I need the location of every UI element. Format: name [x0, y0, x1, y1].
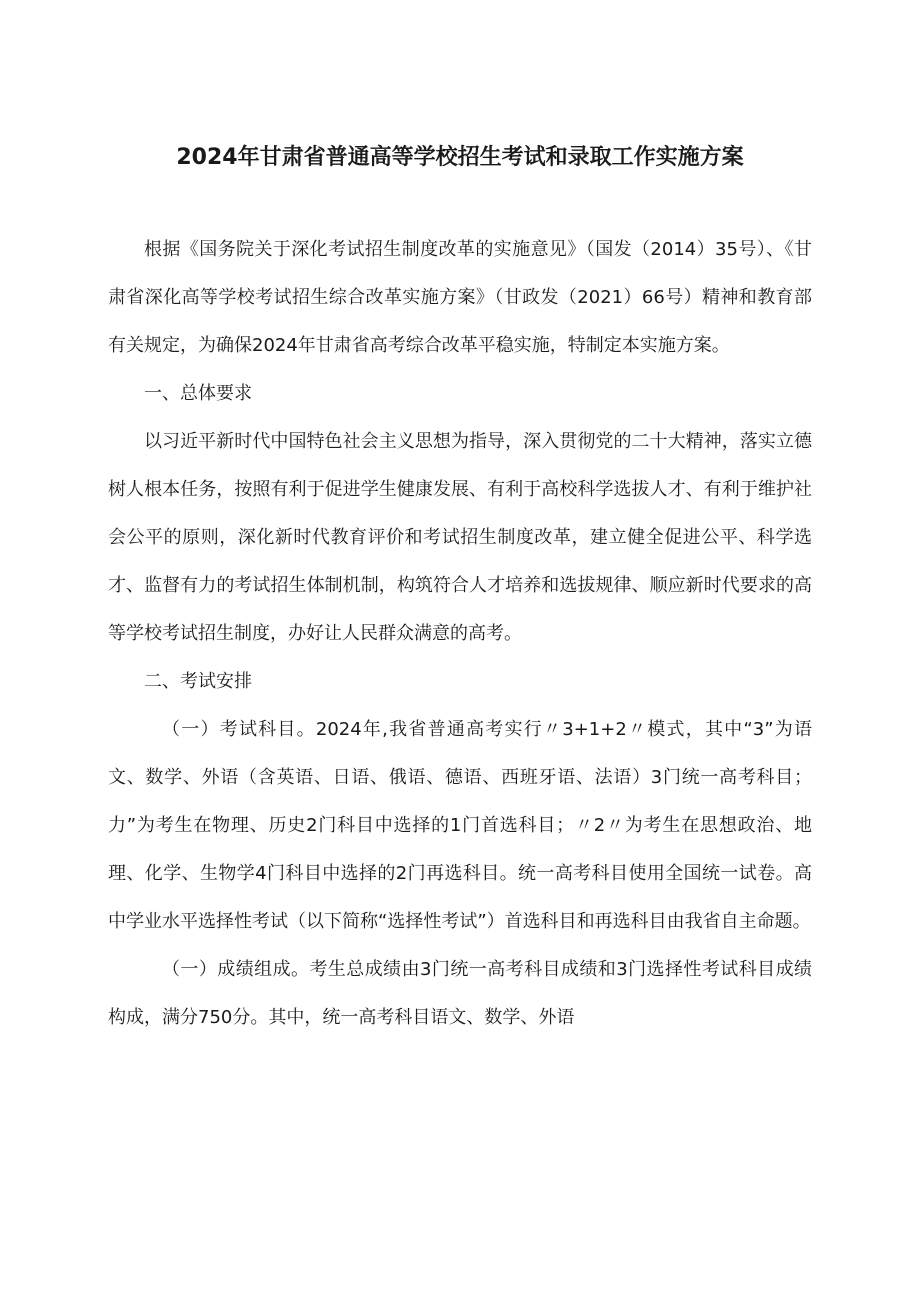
general-requirements-paragraph: 以习近平新时代中国特色社会主义思想为指导，深入贯彻党的二十大精神，落实立德树人根本任务，按照有利于促进学生健康发展、有利于高校科学选拔人才、有利于维护社会公平的原则，深化新时代教育评价和考试招生制度改革，建立健全促进公平、科学选才、监督有力的考试招生体制机制，构筑符合人才培养和选拔规律、顺应新时代要求的高等学校考试招生制度，办好让人民群众满意的高考。 — [108, 431, 812, 644]
section-heading-general-requirements: 一、总体要求 — [144, 383, 252, 404]
score-composition-paragraph: （一）成绩组成。考生总成绩由3门统一高考科目成绩和3门选择性考试科目成绩构成，满分750分。其中，统一高考科目语文、数学、外语 — [108, 959, 812, 1028]
document-body — [108, 226, 812, 1042]
exam-subjects-paragraph: （一）考试科目。2024年,我省普通高考实行〃3+1+2〃模式，其中“3”为语文、数学、外语（含英语、日语、俄语、德语、西班牙语、法语）3门统一高考科目；力”为考生在物理、历史2门科目中选择的1门首选科目；〃2〃为考生在思想政治、地理、化学、生物学4门科目中选择的2门再选科目。统一高考科目使用全国统一试卷。高中学业水平选择性考试（以下简称“选择性考试”）首选科目和再选科目由我省自主命题。 — [108, 719, 812, 932]
section-heading-exam-arrangement: 二、考试安排 — [144, 671, 252, 692]
document-title: 2024年甘肃省普通高等学校招生考试和录取工作实施方案 — [176, 145, 744, 170]
intro-paragraph: 根据《国务院关于深化考试招生制度改革的实施意见》（国发（2014）35号）、《甘肃省深化高等学校考试招生综合改革实施方案》（甘政发（2021）66号）精神和教育部有关规定，为确保2024年甘肃省高考综合改革平稳实施，特制定本实施方案。 — [108, 239, 812, 356]
